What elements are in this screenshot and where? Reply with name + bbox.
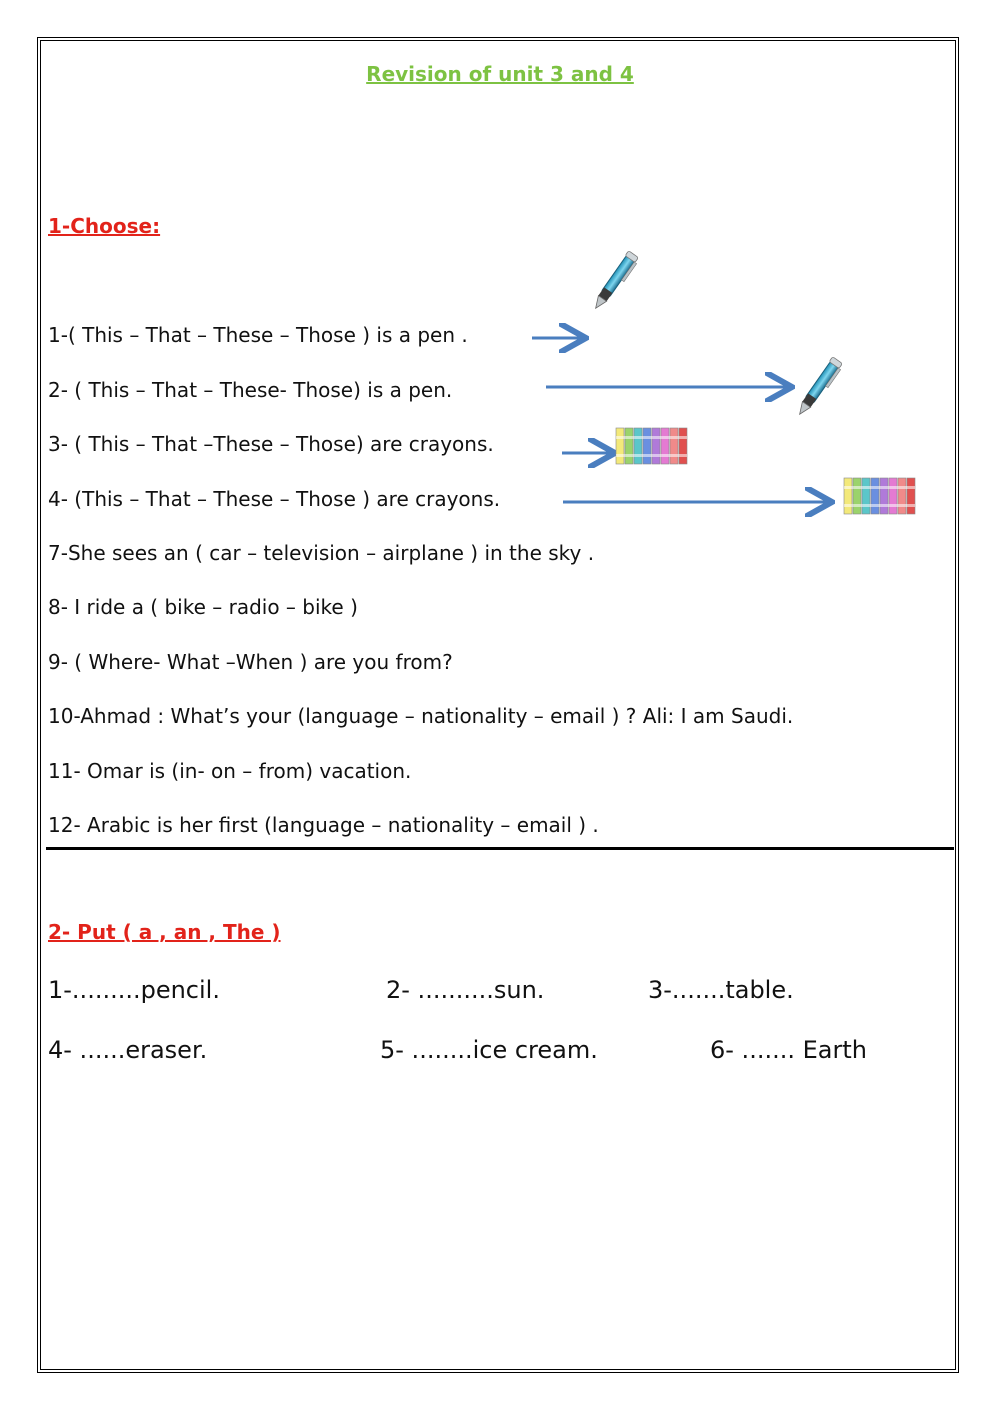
question-item: 9- ( Where- What –When ) are you from? <box>48 650 453 674</box>
blank-item: 6- ....... Earth <box>710 1036 867 1064</box>
section2-heading: 2- Put ( a , an , The ) <box>48 920 281 944</box>
question-item: 4- (This – That – These – Those ) are crayons. <box>48 487 501 511</box>
question-item: 10-Ahmad : What’s your (language – nationality – email ) ? Ali: I am Saudi. <box>48 704 794 728</box>
blank-item: 4- ......eraser. <box>48 1036 208 1064</box>
question-item: 7-She sees an ( car – television – airplane ) in the sky . <box>48 541 595 565</box>
question-item: 8- I ride a ( bike – radio – bike ) <box>48 595 358 619</box>
blank-item: 2- ..........sun. <box>386 976 545 1004</box>
question-item: 11- Omar is (in- on – from) vacation. <box>48 759 412 783</box>
blank-item: 1-.........pencil. <box>48 976 220 1004</box>
pen-icon <box>591 251 640 313</box>
crayons-icon <box>844 478 915 514</box>
question-item: 2- ( This – That – These- Those) is a pen. <box>48 378 453 402</box>
blank-item: 3-.......table. <box>648 976 794 1004</box>
question-item: 12- Arabic is her first (language – nationality – email ) . <box>48 813 599 837</box>
section1-heading: 1-Choose: <box>48 214 161 238</box>
pen-icon <box>795 357 844 419</box>
page-title: Revision of unit 3 and 4 <box>366 62 634 86</box>
crayons-icon <box>616 428 687 464</box>
question-item: 1-( This – That – These – Those ) is a pen . <box>48 323 468 347</box>
question-item: 3- ( This – That –These – Those) are crayons. <box>48 432 494 456</box>
blank-item: 5- ........ice cream. <box>380 1036 598 1064</box>
